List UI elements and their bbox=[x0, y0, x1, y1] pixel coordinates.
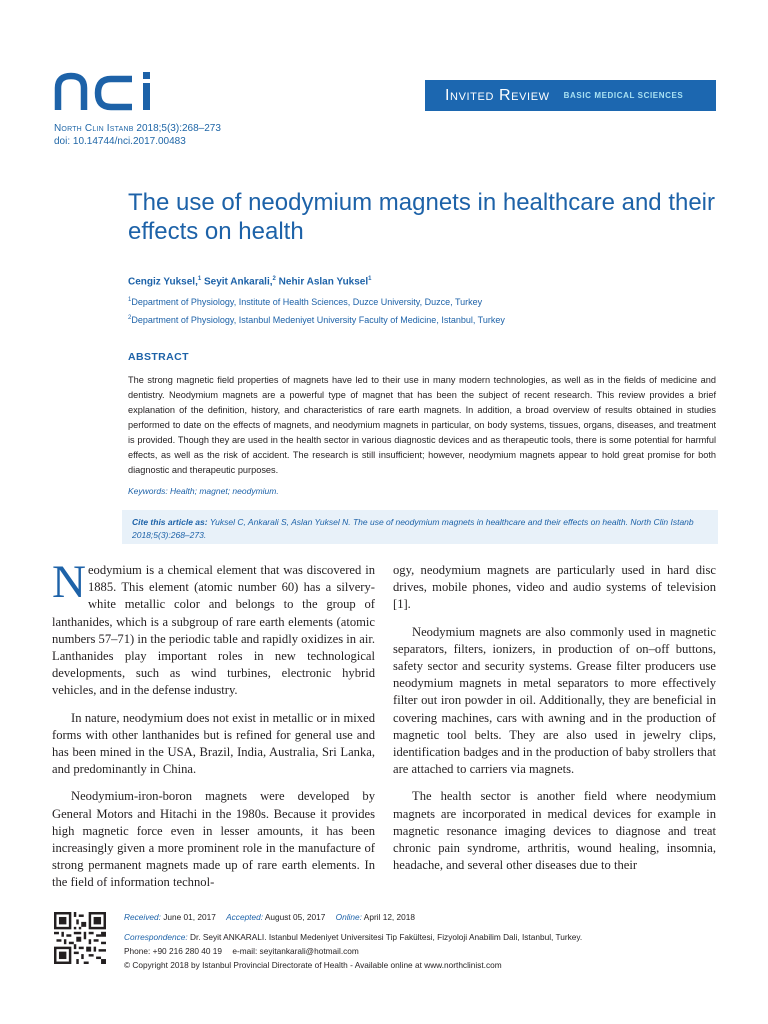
author-affiliation-mark: 1 bbox=[197, 276, 202, 282]
author-name: Nehir Aslan Yuksel bbox=[278, 276, 369, 288]
body-paragraph: ogy, neodymium magnets are particularly used in hard disc drives, mobile phones, video and audio systems of television [1]. bbox=[393, 563, 716, 612]
received-date: June 01, 2017 bbox=[163, 912, 216, 922]
body-paragraph: The health sector is another field where neodymium magnets are incorporated in medical devices for example in magnetic resonance imaging devices to diagnose and treat chronic pain syndrome, arthritis, wound healing, insomnia, headache, and several other diseases due to their bbox=[393, 789, 716, 873]
affiliation-mark: 2 bbox=[128, 315, 132, 321]
affiliation-text: Department of Physiology, Istanbul Medeniyet University Faculty of Medicine, Istanbul, Turkey bbox=[131, 315, 505, 325]
copyright: © Copyright 2018 by Istanbul Provincial Directorate of Health - Available online at www.northclinist.com bbox=[124, 960, 502, 970]
body-column-right bbox=[393, 562, 716, 884]
online-label: Online: bbox=[335, 912, 362, 922]
correspondence-label: Correspondence: bbox=[124, 932, 188, 942]
affiliation bbox=[128, 297, 482, 307]
author-name: Cengiz Yuksel, bbox=[128, 276, 198, 288]
phone: Phone: +90 216 280 40 19 bbox=[124, 946, 223, 956]
doi-link[interactable]: doi: 10.14744/nci.2017.00483 bbox=[54, 136, 186, 147]
journal-reference bbox=[54, 122, 221, 148]
article-section: BASIC MEDICAL SCIENCES bbox=[563, 91, 684, 100]
body-paragraph bbox=[52, 556, 375, 700]
article-type-banner bbox=[425, 80, 716, 111]
body-paragraph: Neodymium-iron-boron magnets were developed by General Motors and Hitachi in the 1980s. Because it provides high magnetic force even in lesser amounts, it has been increasingly given a more prominent role in the manufacture of strong permanent magnets made up of rare earth elements. In the field of information technol- bbox=[52, 789, 375, 890]
article-title: The use of neodymium magnets in healthcare and their effects on health bbox=[128, 189, 716, 245]
body-column-left bbox=[52, 556, 375, 902]
abstract-text: The strong magnetic field properties of magnets have led to their use in many modern technologies, as well as in the fields of medicine and dentistry. Neodymium magnets are a powerful type of magnet that has been the subject of recent research. This review provides a brief explanation of the definition, history, and characteristics of rare earth magnets. In addition, a broad overview of results obtained in studies performed to date on the effects of magnets, and neodymium magnets in particular, on body systems, tissues, organs, diseases, and treatment is provided. Though they are used in the health sector in various diagnostic devices and as therapeutic tools, there is some potential for harmful effects, as well as the risk of accident. The research is still insufficient; however, neodymium magnets appear to hold great promise for both diagnostic and therapeutic purposes. bbox=[128, 375, 716, 475]
article-dates bbox=[124, 912, 724, 923]
drop-cap: N bbox=[52, 556, 86, 608]
author-affiliation-mark: 2 bbox=[272, 276, 276, 282]
cite-box bbox=[122, 510, 718, 544]
paragraph-text: eodymium is a chemical element that was discovered in 1885. This element (atomic number 60) has a silvery-white metallic color and belongs to the group of lanthanides, which is a subgroup of rare earth elements (atomic numbers 57–71) in the periodic table and rapidly oxidizes in air. Lanthanides play important roles in new technological developments, such as wind turbines, electronic hybrid vehicles, and in the defense industry. bbox=[52, 563, 375, 698]
article-type: Invited Review bbox=[445, 86, 550, 104]
author-affiliation-mark: 1 bbox=[368, 276, 372, 282]
body-paragraph: In nature, neodymium does not exist in metallic or in mixed forms with other lanthanides but is refined for general use and has been mined in the USA, Brazil, India, Australia, Sri Lanka, and predominantly in China. bbox=[52, 710, 375, 777]
affiliation-mark: 1 bbox=[128, 297, 132, 303]
received-label: Received: bbox=[124, 912, 161, 922]
cite-label: Cite this article as: bbox=[132, 517, 208, 527]
email-link[interactable]: e-mail: seyitankarali@hotmail.com bbox=[232, 946, 359, 956]
contact-line bbox=[124, 946, 724, 957]
affiliation bbox=[128, 315, 505, 325]
accepted-label: Accepted: bbox=[226, 912, 264, 922]
accepted-date: August 05, 2017 bbox=[264, 912, 326, 922]
affiliation-text: Department of Physiology, Institute of Health Sciences, Duzce University, Duzce, Turkey bbox=[131, 297, 483, 307]
qr-code-icon bbox=[54, 912, 106, 964]
abstract-heading: ABSTRACT bbox=[128, 351, 189, 363]
nci-logo-mark bbox=[54, 70, 158, 112]
journal-name: North Clin Istanb bbox=[54, 123, 134, 134]
cite-text: Yuksel C, Ankarali S, Aslan Yuksel N. The use of neodymium magnets in healthcare and their effects on health. North Clin Istanb 2018;5(3):268–273. bbox=[132, 517, 694, 540]
keywords: Keywords: Health; magnet; neodymium. bbox=[128, 486, 279, 496]
author-name: Seyit Ankarali, bbox=[203, 276, 273, 288]
author-list bbox=[128, 276, 372, 287]
online-date: April 12, 2018 bbox=[363, 912, 415, 922]
journal-logo bbox=[54, 70, 158, 112]
qr-code-graphic bbox=[54, 912, 106, 964]
correspondence bbox=[124, 932, 724, 943]
correspondence-text: Dr. Seyit ANKARALI. Istanbul Medeniyet Universitesi Tip Fakültesi, Fizyoloji Anabilim Dali, Istanbul, Turkey. bbox=[189, 932, 583, 942]
journal-citation: 2018;5(3):268–273 bbox=[136, 123, 221, 134]
body-paragraph: Neodymium magnets are also commonly used in magnetic separators, filters, ionizers, in production of on–off buttons, safety sector and security systems. Grease filter producers use neodymium magnets in metal separators to more effectively filter out iron powder in oil. Additionally, they are beneficial in covering machines, cars with awning and in the production of magnetic tool belts. They are also used in jewelry clips, identification badges and in the production of baby strollers that are attached to carriers via magnets. bbox=[393, 624, 716, 777]
